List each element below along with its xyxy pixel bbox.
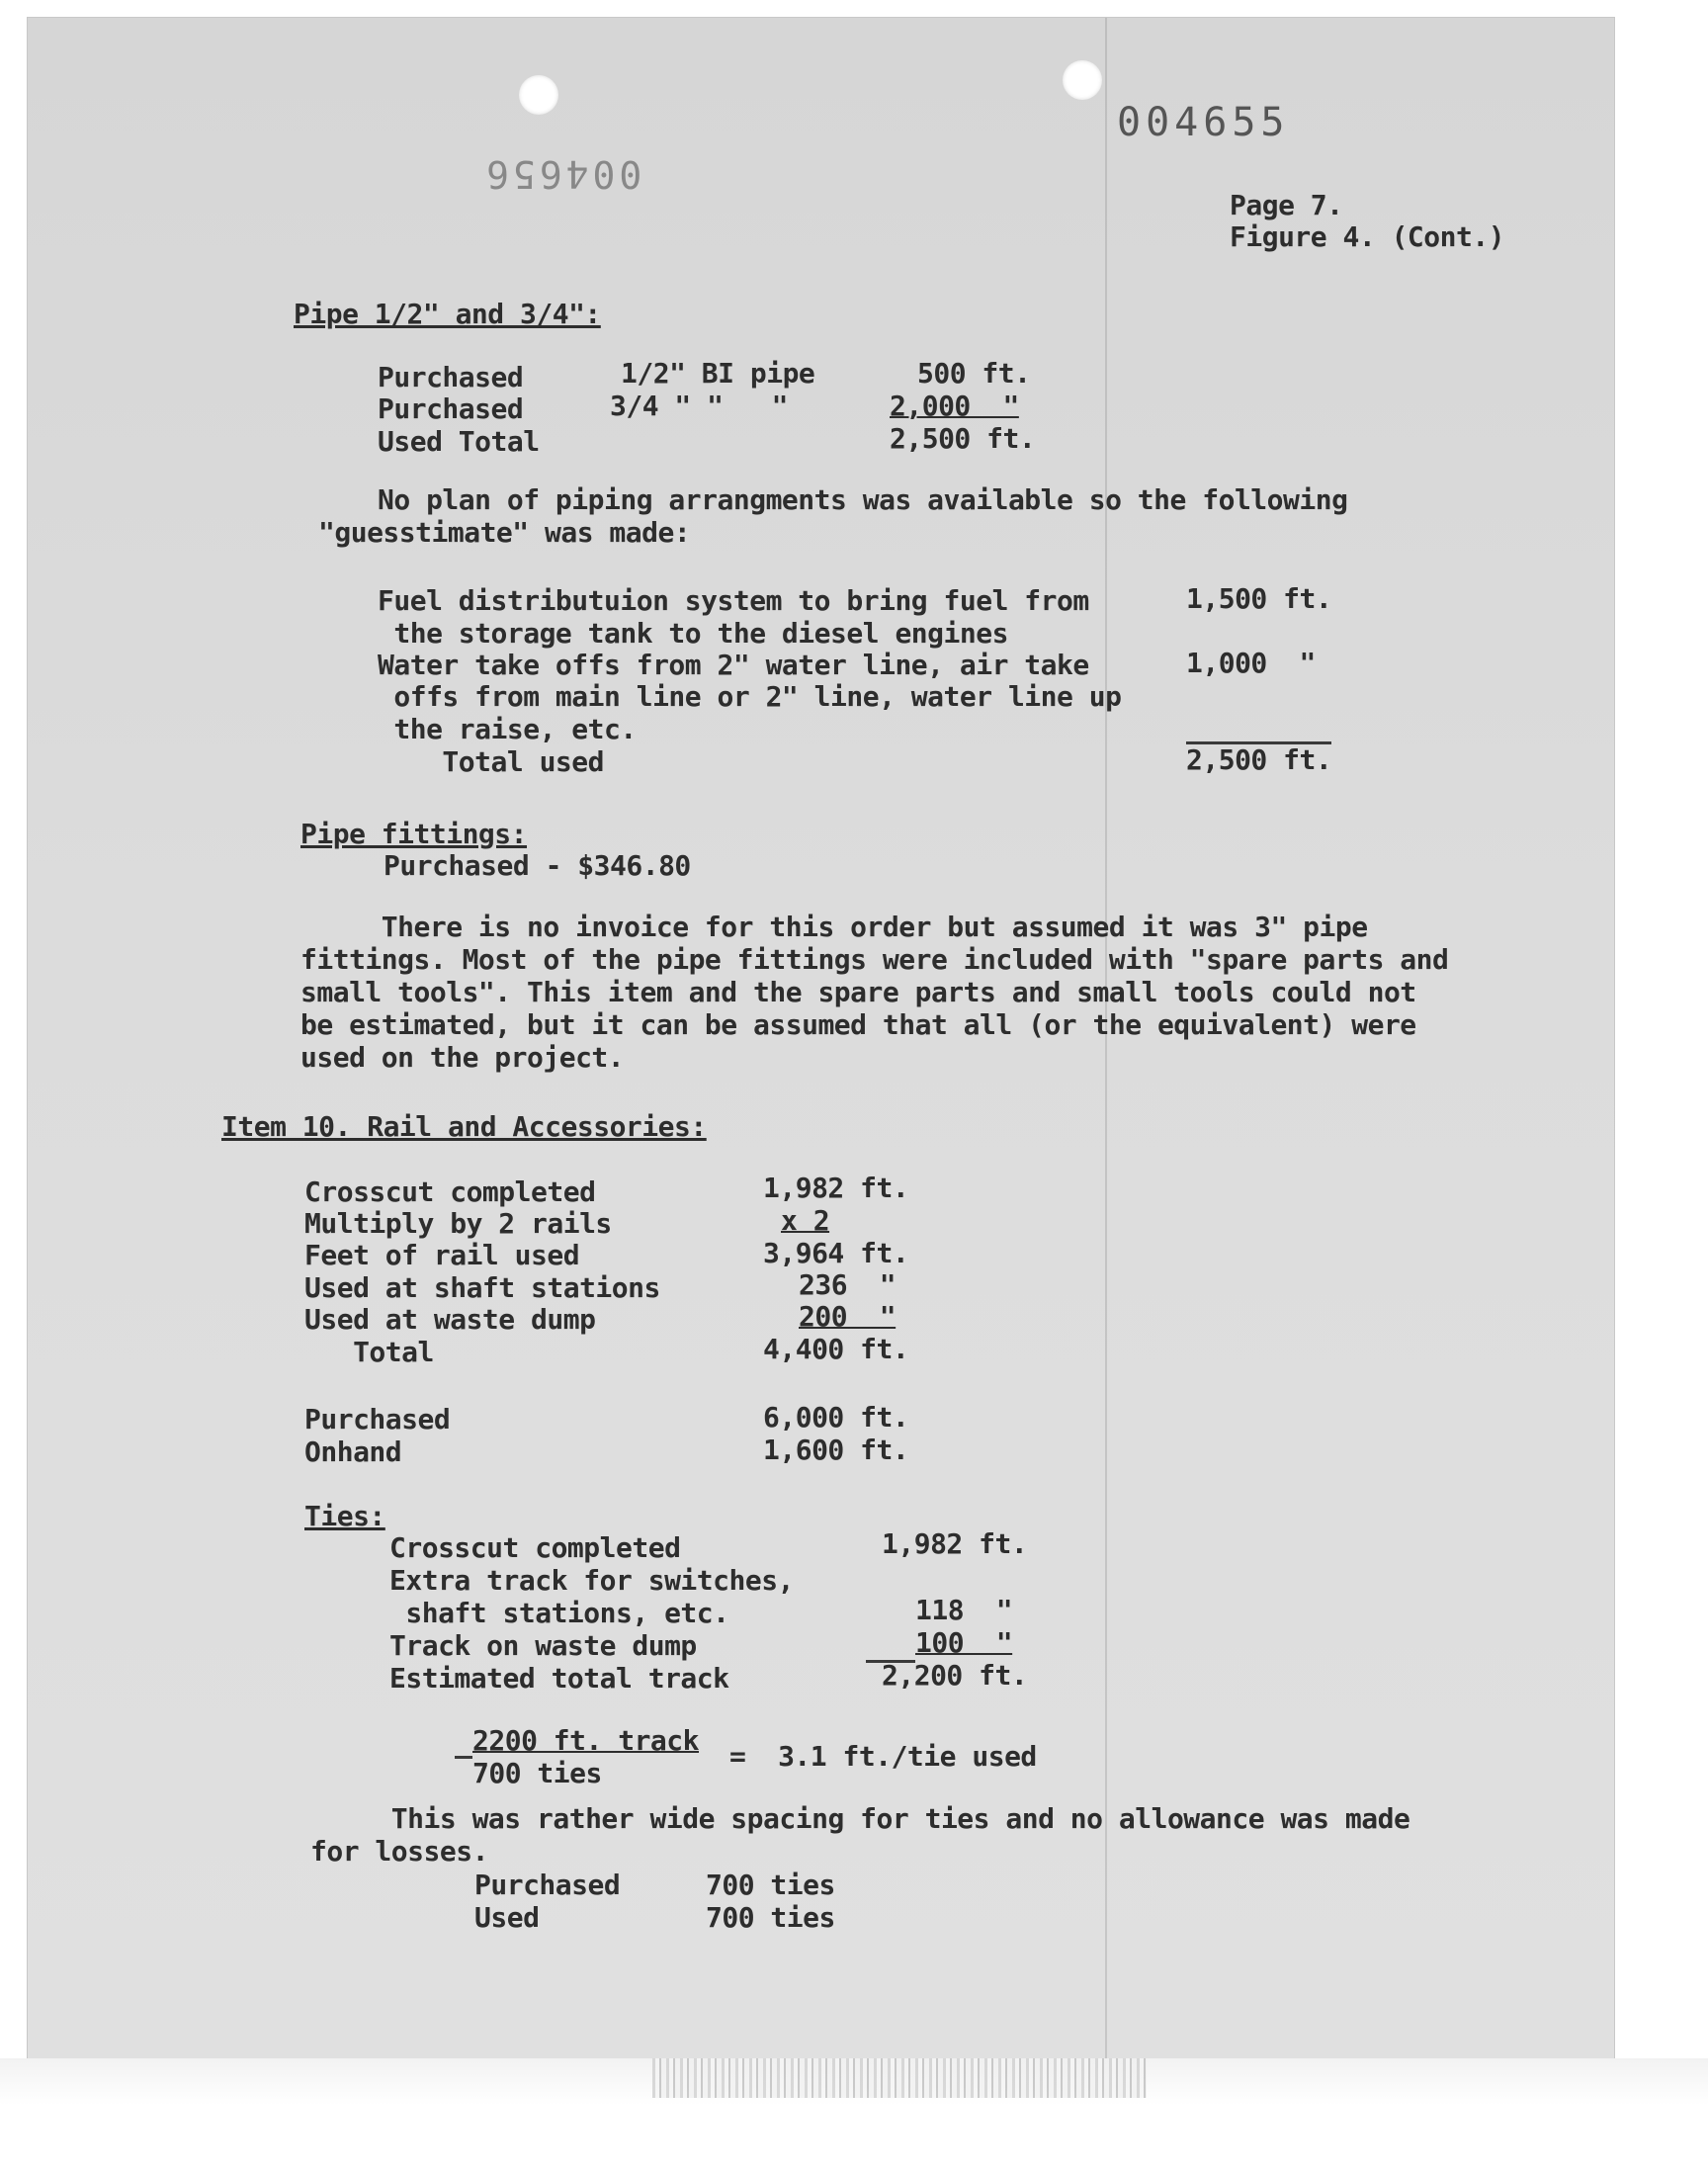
pipe-row-desc: 1/2" BI pipe (621, 357, 815, 390)
rail-heading: Item 10. Rail and Accessories: (221, 1110, 707, 1143)
fraction-result: = 3.1 ft./tie used (729, 1740, 1037, 1773)
ties-used-qty: 700 ties (706, 1901, 835, 1934)
estimate-text: offs from main line or 2" line, water line up (378, 680, 1122, 713)
pipe-row-label: Purchased (378, 392, 524, 425)
fraction-bar-lead (455, 1756, 472, 1759)
ties-row-label: Track on waste dump (389, 1629, 697, 1662)
ties-para-line: for losses. (310, 1835, 488, 1868)
fittings-para-line: small tools". This item and the spare parts and small tools could not (300, 976, 1416, 1008)
rail-row-label: Total (304, 1336, 434, 1368)
ties-used-label: Used (474, 1901, 540, 1934)
fold-line (1105, 18, 1107, 2066)
estimate-text: Fuel distributuion system to bring fuel from (378, 584, 1089, 617)
estimate-text: Water take offs from 2" water line, air take (378, 649, 1089, 681)
rail-row-label: Feet of rail used (304, 1239, 580, 1271)
estimate-qty: 1,000 " (1186, 647, 1316, 679)
estimate-text: the raise, etc. (378, 713, 637, 745)
rail-row-qty: x 2 (781, 1204, 830, 1237)
estimate-qty: 1,500 ft. (1186, 582, 1332, 615)
ties-row-qty: 100 " (915, 1626, 1013, 1659)
pipe-heading: Pipe 1/2" and 3/4": (294, 298, 601, 330)
page-label: Page 7. (1230, 189, 1343, 221)
rail-row-label: Used at shaft stations (304, 1271, 660, 1304)
ties-row-qty: 1,982 ft. (882, 1527, 1028, 1560)
rail-total-qty: 4,400 ft. (763, 1333, 909, 1365)
ties-row-label: Crosscut completed (389, 1531, 681, 1564)
rail-row-qty: 236 " (799, 1268, 897, 1301)
ties-row-label: shaft stations, etc. (389, 1597, 729, 1629)
ties-purchased-label: Purchased (474, 1869, 621, 1901)
rail-purchased-qty: 6,000 ft. (763, 1401, 909, 1434)
pipe-row-qty: 500 ft. (917, 357, 1031, 390)
rail-row-qty: 200 " (799, 1300, 897, 1333)
pipe-row-label: Purchased (378, 361, 524, 393)
figure-label: Figure 4. (Cont.) (1230, 220, 1505, 253)
pipe-row-desc: 3/4 " " " (610, 390, 788, 422)
pipe-row-qty: 2,000 " (890, 390, 1019, 422)
scan-bottom-margin (0, 2058, 1708, 2175)
ties-row-label: Estimated total track (389, 1662, 729, 1695)
stamp-number-mirrored: 004656 (482, 152, 642, 196)
rail-row-label: Used at waste dump (304, 1303, 596, 1336)
ties-purchased-qty: 700 ties (706, 1869, 835, 1901)
rail-row-label: Multiply by 2 rails (304, 1207, 612, 1240)
rail-row-qty: 1,982 ft. (763, 1172, 909, 1204)
fittings-para-line: fittings. Most of the pipe fittings were included with "spare parts and (300, 943, 1449, 976)
fraction-numerator: 2200 ft. track (472, 1724, 700, 1757)
rail-onhand-label: Onhand (304, 1436, 402, 1468)
rail-row-label: Crosscut completed (304, 1175, 596, 1208)
ties-total-qty: 2,200 ft. (882, 1659, 1028, 1692)
ties-para-line: This was rather wide spacing for ties and no allowance was made (310, 1802, 1410, 1835)
pipe-note-line: "guesstimate" was made: (318, 516, 691, 549)
pipe-row-qty: 2,500 ft. (890, 422, 1036, 455)
rail-onhand-qty: 1,600 ft. (763, 1434, 909, 1466)
estimate-text: Total used (378, 745, 605, 778)
ties-row-qty: 118 " (915, 1594, 1013, 1626)
fittings-para-line: used on the project. (300, 1041, 625, 1074)
punch-hole-right (1063, 60, 1102, 100)
stamp-number: 004655 (1117, 100, 1290, 145)
fittings-heading: Pipe fittings: (300, 818, 528, 850)
rail-purchased-label: Purchased (304, 1403, 451, 1436)
rail-row-qty: 3,964 ft. (763, 1237, 909, 1269)
fittings-para-line: be estimated, but it can be assumed that all (or the equivalent) were (300, 1008, 1416, 1041)
fittings-para-line: There is no invoice for this order but assumed it was 3" pipe (300, 911, 1368, 943)
fraction-denominator: 700 ties (472, 1757, 602, 1789)
punch-hole-left (519, 75, 558, 115)
estimate-total-qty: 2,500 ft. (1186, 743, 1332, 776)
fittings-purchased: Purchased - $346.80 (384, 849, 691, 882)
ties-row-label: Extra track for switches, (389, 1564, 794, 1597)
pipe-note-line: No plan of piping arrangments was available so the following (378, 483, 1348, 516)
pipe-row-label: Used Total (378, 425, 540, 458)
estimate-text: the storage tank to the diesel engines (378, 617, 1008, 650)
ties-heading: Ties: (304, 1500, 385, 1532)
